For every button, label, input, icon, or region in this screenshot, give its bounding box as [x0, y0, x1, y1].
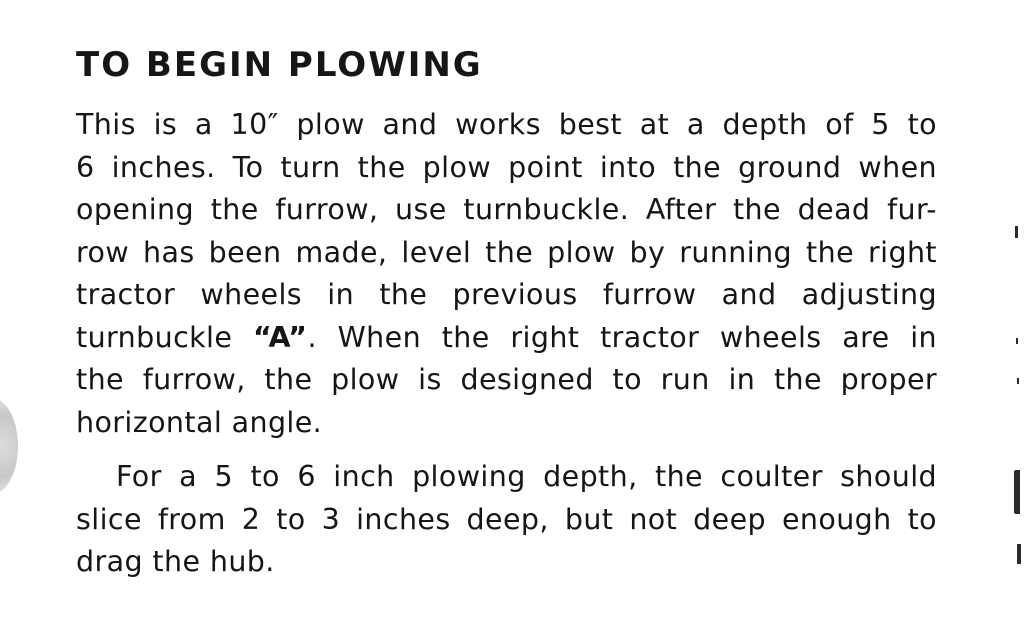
text-fragment: turnbuckle [76, 320, 253, 354]
text-line: This is a 10″ plow and works best at a depth of 5 to [76, 108, 937, 141]
text-line: row has been made, level the plow by running the right [76, 235, 937, 269]
text-line-turnbuckle [76, 317, 937, 360]
paragraph-plow-depth [76, 104, 937, 444]
text-line: For a 5 to 6 inch plowing depth, the coulter should [116, 460, 937, 493]
scan-artifact-left [0, 398, 18, 494]
text-line: slice from 2 to 3 inches deep, but not deep enough to [76, 502, 937, 536]
text-line: opening the furrow, use turnbuckle. After the dead fur- [76, 193, 937, 226]
scan-edge-mark [1016, 338, 1018, 344]
scan-edge-mark [1015, 226, 1018, 238]
turnbuckle-label-a: “A” [253, 320, 308, 354]
text-line: 6 inches. To turn the plow point into the ground when [76, 150, 937, 184]
text-line: horizontal angle. [76, 405, 323, 439]
text-fragment: . When the right tractor wheels are in [307, 320, 937, 354]
paragraph-coulter-depth [76, 456, 937, 584]
text-line: drag the hub. [76, 545, 275, 578]
scan-edge-mark [1017, 378, 1019, 384]
scan-edge-mark [1014, 470, 1020, 514]
scan-edge-mark [1017, 544, 1021, 564]
section-heading: TO BEGIN PLOWING [76, 45, 483, 85]
text-line: tractor wheels in the previous furrow and adjusting [76, 278, 937, 311]
text-line: the furrow, the plow is designed to run in the proper [76, 363, 937, 396]
